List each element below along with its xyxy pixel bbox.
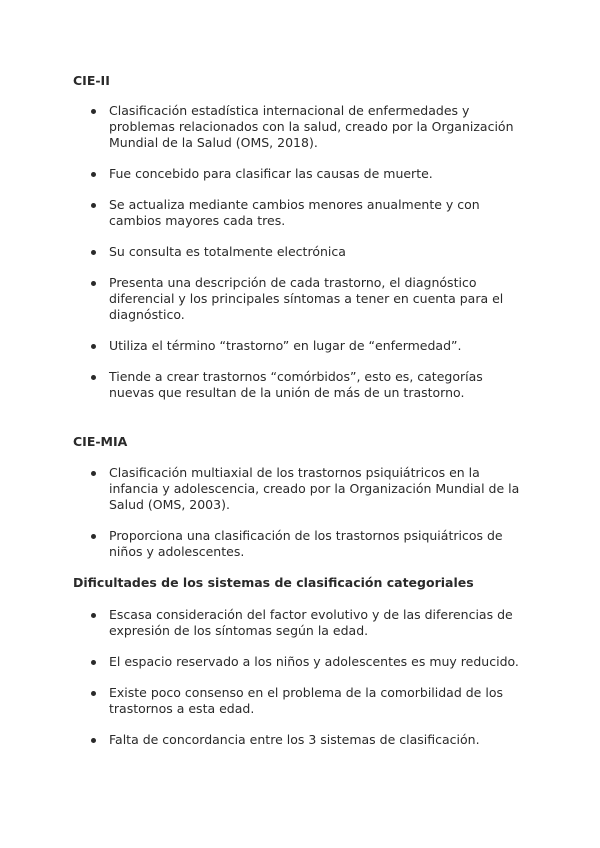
bullet-icon (91, 281, 96, 286)
bullet-icon (91, 471, 96, 476)
list-item: Existe poco consenso en el problema de la comorbilidad de los trastornos a esta edad. (0, 685, 600, 717)
list-item: Tiende a crear trastornos “comórbidos”, esto es, categorías nuevas que resultan de la unión de más de un trastorno. (0, 369, 600, 401)
list-item: Fue concebido para clasificar las causas de muerte. (0, 166, 600, 182)
list-item: Se actualiza mediante cambios menores anualmente y con cambios mayores cada tres. (0, 197, 600, 229)
section-heading-cie-mia: CIE-MIA (73, 434, 128, 449)
cie-mia-list (0, 465, 600, 560)
list-item: Utiliza el término “trastorno” en lugar de “enfermedad”. (0, 338, 600, 354)
list-item: Proporciona una clasificación de los trastornos psiquiátricos de niños y adolescentes. (0, 528, 600, 560)
bullet-icon (91, 691, 96, 696)
section-heading-dificultades: Dificultades de los sistemas de clasificación categoriales (73, 575, 474, 590)
list-item: Clasificación multiaxial de los trastornos psiquiátricos en la infancia y adolescencia, creado por la Organización Mundial de la Salud (OMS, 2003). (0, 465, 600, 513)
list-item: Presenta una descripción de cada trastorno, el diagnóstico diferencial y los principales síntomas a tener en cuenta para el diagnóstico. (0, 275, 600, 323)
bullet-icon (91, 109, 96, 114)
bullet-icon (91, 613, 96, 618)
list-item: El espacio reservado a los niños y adolescentes es muy reducido. (0, 654, 600, 670)
bullet-icon (91, 172, 96, 177)
list-item: Escasa consideración del factor evolutivo y de las diferencias de expresión de los síntomas según la edad. (0, 607, 600, 639)
bullet-icon (91, 738, 96, 743)
dificultades-list (0, 607, 600, 748)
bullet-icon (91, 203, 96, 208)
list-item: Su consulta es totalmente electrónica (0, 244, 600, 260)
section-heading-cie-ii: CIE-II (73, 73, 110, 88)
bullet-icon (91, 344, 96, 349)
cie-ii-list (0, 103, 600, 401)
list-item: Falta de concordancia entre los 3 sistemas de clasificación. (0, 732, 600, 748)
bullet-icon (91, 660, 96, 665)
bullet-icon (91, 250, 96, 255)
list-item: Clasificación estadística internacional de enfermedades y problemas relacionados con la salud, creado por la Organización Mundial de la Salud (OMS, 2018). (0, 103, 600, 151)
bullet-icon (91, 375, 96, 380)
bullet-icon (91, 534, 96, 539)
